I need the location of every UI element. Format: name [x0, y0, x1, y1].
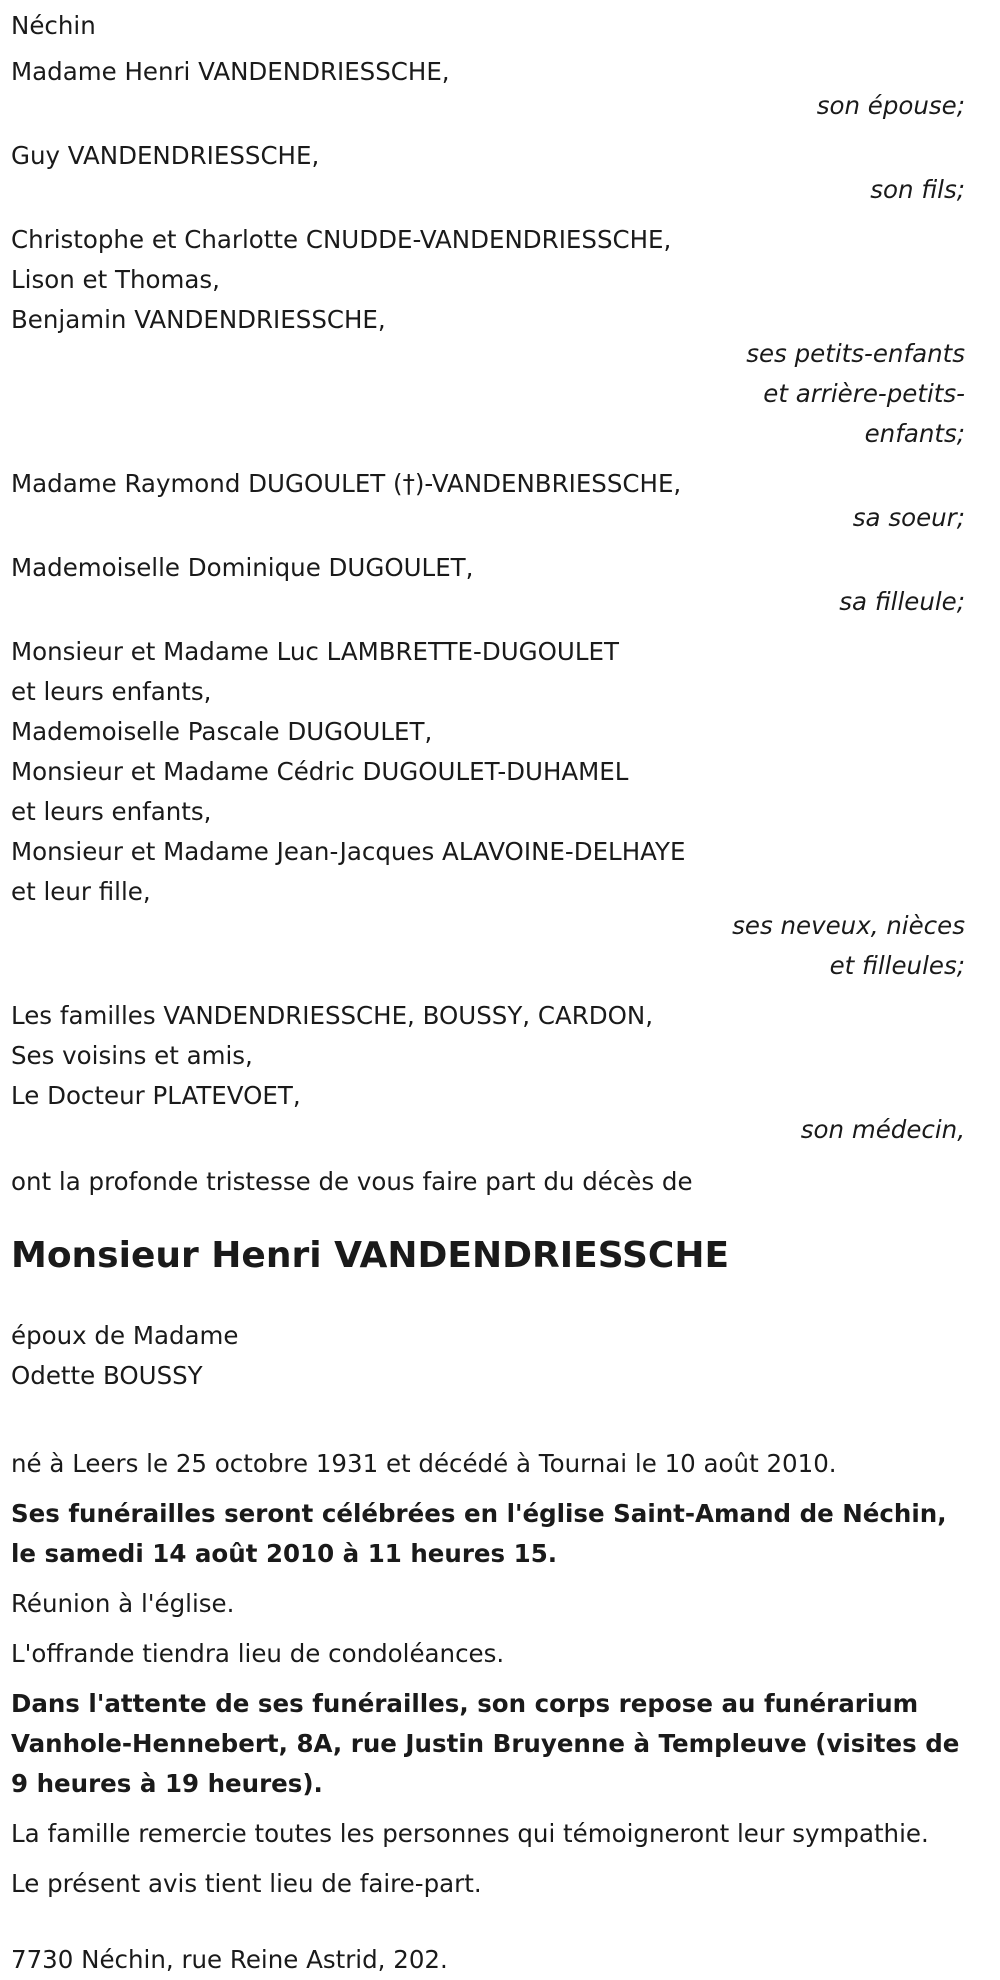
family-name: Mademoiselle Dominique DUGOULET, — [11, 553, 474, 582]
funeral-details: Ses funérailles seront célébrées en l'église Saint-Amand de Néchin, le samedi 14 août 2010 à 11 heures 15. — [11, 1499, 947, 1568]
spouse-info — [11, 1316, 965, 1396]
resting-place-info: Dans l'attente de ses funérailles, son corps repose au funérarium Vanhole-Hennebert, 8A, rue Justin Bruyenne à Templeuve (visites de 9 heures à 19 heures). — [11, 1689, 960, 1798]
family-address: 7730 Néchin, rue Reine Astrid, 202. — [11, 1945, 448, 1974]
family-relation: enfants; — [864, 419, 965, 448]
family-name: Madame Henri VANDENDRIESSCHE, — [11, 57, 450, 86]
family-entry — [11, 136, 965, 210]
family-entry — [11, 996, 965, 1150]
family-name: Mademoiselle Pascale DUGOULET, — [11, 717, 433, 746]
family-name: et leurs enfants, — [11, 677, 212, 706]
family-relation: sa filleule; — [839, 587, 965, 616]
family-name: Monsieur et Madame Luc LAMBRETTE-DUGOULET — [11, 637, 619, 666]
family-name: Monsieur et Madame Cédric DUGOULET-DUHAMEL — [11, 757, 629, 786]
family-name: et leurs enfants, — [11, 797, 212, 826]
offering-info: L'offrande tiendra lieu de condoléances. — [11, 1639, 505, 1668]
family-entry — [11, 220, 965, 454]
family-relation: ses neveux, nièces — [732, 911, 965, 940]
family-name: Guy VANDENDRIESSCHE, — [11, 141, 320, 170]
family-relation: son épouse; — [816, 91, 965, 120]
deceased-name: Monsieur Henri VANDENDRIESSCHE — [11, 1235, 730, 1276]
thanks-message: La famille remercie toutes les personnes qui témoigneront leur sympathie. — [11, 1819, 929, 1848]
family-name: Christophe et Charlotte CNUDDE-VANDENDRIESSCHE, — [11, 225, 672, 254]
family-name: et leur fille, — [11, 877, 151, 906]
family-relation: et filleules; — [829, 951, 965, 980]
family-entry — [11, 632, 965, 986]
place-name: Néchin — [11, 11, 96, 40]
family-entry — [11, 548, 965, 622]
family-name: Benjamin VANDENDRIESSCHE, — [11, 305, 386, 334]
family-name: Le Docteur PLATEVOET, — [11, 1081, 301, 1110]
family-relation: sa soeur; — [852, 503, 965, 532]
family-entry — [11, 52, 965, 126]
family-name: Madame Raymond DUGOULET (†)-VANDENBRIESSCHE, — [11, 469, 682, 498]
family-relation: ses petits-enfants — [746, 339, 965, 368]
family-relation: son fils; — [870, 175, 965, 204]
family-name: Les familles VANDENDRIESSCHE, BOUSSY, CARDON, — [11, 1001, 654, 1030]
notice-statement: Le présent avis tient lieu de faire-part. — [11, 1869, 482, 1898]
announcement-intro: ont la profonde tristesse de vous faire part du décès de — [11, 1167, 693, 1196]
birth-death-dates: né à Leers le 25 octobre 1931 et décédé à Tournai le 10 août 2010. — [11, 1449, 837, 1478]
family-name: Monsieur et Madame Jean-Jacques ALAVOINE-DELHAYE — [11, 837, 686, 866]
family-name: Lison et Thomas, — [11, 265, 220, 294]
spouse-line: Odette BOUSSY — [11, 1361, 203, 1390]
spouse-line: époux de Madame — [11, 1321, 239, 1350]
family-entry — [11, 464, 965, 538]
family-relation: son médecin, — [800, 1115, 965, 1144]
meeting-info: Réunion à l'église. — [11, 1589, 235, 1618]
family-name: Ses voisins et amis, — [11, 1041, 253, 1070]
family-relation: et arrière-petits- — [763, 379, 965, 408]
